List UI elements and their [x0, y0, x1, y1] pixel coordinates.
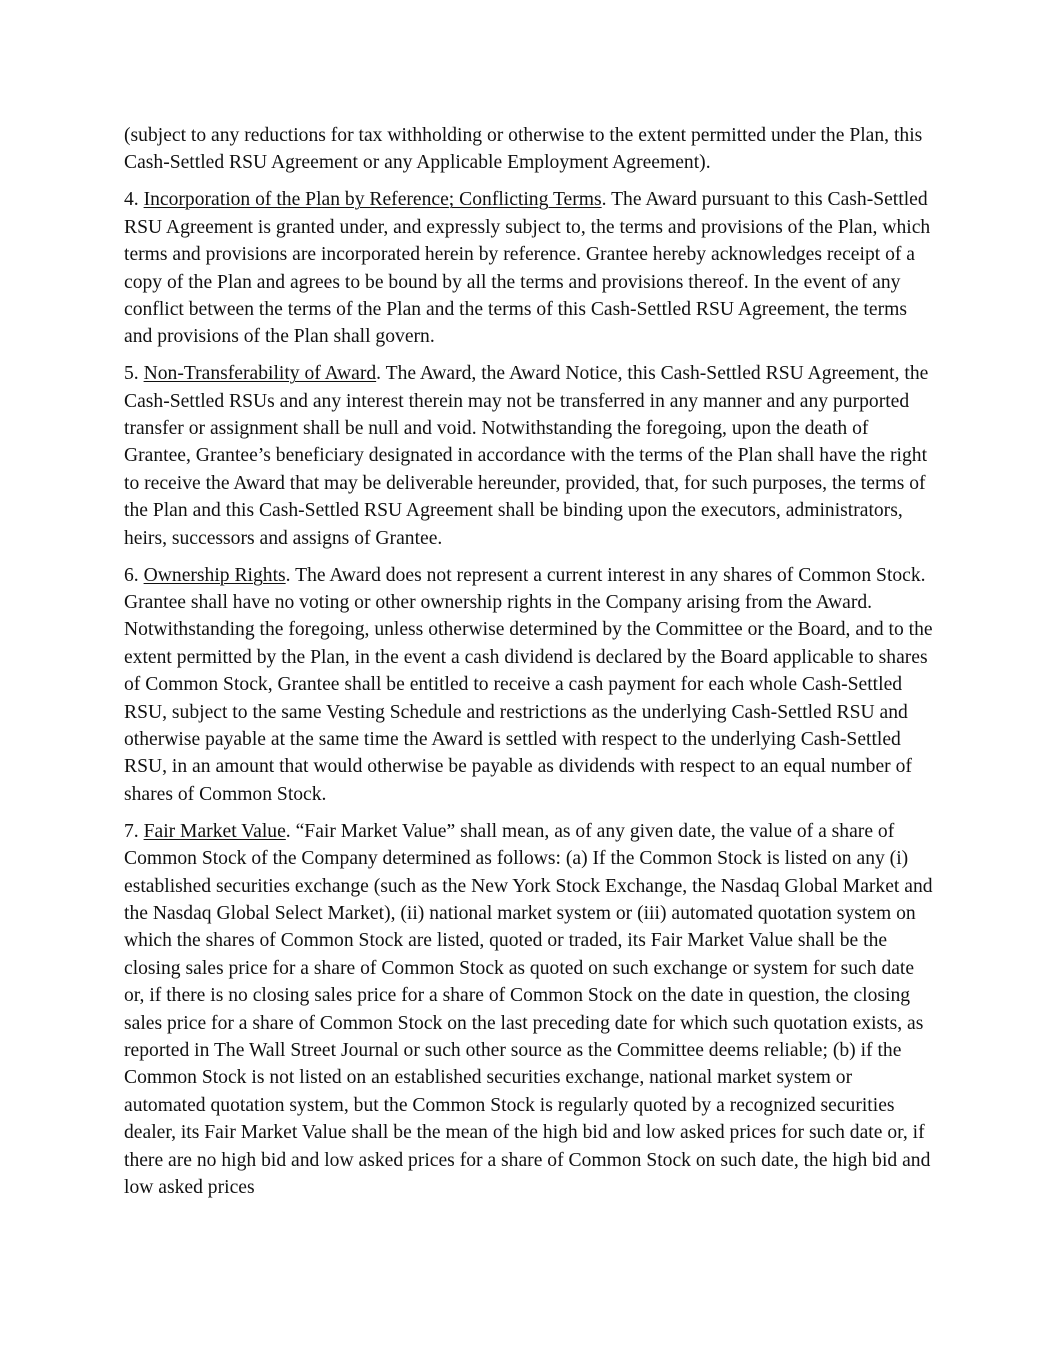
- section-4-heading: Incorporation of the Plan by Reference; Conflicting Terms: [143, 189, 602, 211]
- section-7-paragraph: [124, 818, 934, 1202]
- intro-paragraph: (subject to any reductions for tax withholding or otherwise to the extent permitted under the Plan, this Cash-Settled RSU Agreement or any Applicable Employment Agreement).: [124, 125, 923, 174]
- section-4-number: 4.: [124, 189, 144, 211]
- section-6-number: 6.: [124, 564, 144, 586]
- section-5-heading: Non-Transferability of Award: [143, 363, 377, 385]
- document-page: [124, 122, 934, 1211]
- section-7-number: 7.: [124, 820, 144, 842]
- section-5-body: . The Award, the Award Notice, this Cash-Settled RSU Agreement, the Cash-Settled RSUs and any interest therein may not be transferred in any manner and any purported transfer or assignment shall be null and void. Notwithstanding the foregoing, upon the death of Grantee, Grantee’s beneficiary designated in accordance with the terms of the Plan shall have the right to receive the Award that may be deliverable hereunder, provided, that, for such purposes, the terms of the Plan and this Cash-Settled RSU Agreement shall be binding upon the executors, administrators, heirs, successors and assigns of Grantee.: [124, 363, 929, 549]
- section-6-heading: Ownership Rights: [143, 564, 286, 586]
- section-6-paragraph: [124, 562, 934, 809]
- section-7-body: . “Fair Market Value” shall mean, as of any given date, the value of a share of Common Stock of the Company determined as follows: (a) If the Common Stock is listed on any (i) established securities exchange (such as the New York Stock Exchange, the Nasdaq Global Market and the Nasdaq Global Select Market), (ii) national market system or (iii) automated quotation system on which the shares of Common Stock are listed, quoted or traded, its Fair Market Value shall be the closing sales price for a share of Common Stock as quoted on such exchange or system for such date or, if there is no closing sales price for a share of Common Stock on the date in question, the closing sales price for a share of Common Stock on the last preceding date for which such quotation exists, as reported in The Wall Street Journal or such other source as the Committee deems reliable; (b) if the Common Stock is not listed on an established securities exchange, national market system or automated quotation system, but the Common Stock is regularly quoted by a recognized securities dealer, its Fair Market Value shall be the mean of the high bid and low asked prices for such date or, if there are no high bid and low asked prices for a share of Common Stock on such date, the high bid and low asked prices: [124, 820, 933, 1199]
- section-6-body: . The Award does not represent a current interest in any shares of Common Stock. Grantee shall have no voting or other ownership rights in the Company arising from the Award. Notwithstanding the foregoing, unless otherwise determined by the Committee or the Board, and to the extent permitted by the Plan, in the event a cash dividend is declared by the Board applicable to shares of Common Stock, Grantee shall be entitled to receive a cash payment for each whole Cash-Settled RSU, subject to the same Vesting Schedule and restrictions as the underlying Cash-Settled RSU and otherwise payable at the same time the Award is settled with respect to the underlying Cash-Settled RSU, in an amount that would otherwise be payable as dividends with respect to an equal number of shares of Common Stock.: [124, 564, 933, 805]
- section-5-number: 5.: [124, 363, 144, 385]
- section-5-paragraph: [124, 360, 934, 552]
- section-4-body: . The Award pursuant to this Cash-Settled RSU Agreement is granted under, and expressly subject to, the terms and provisions of the Plan, which terms and provisions are incorporated herein by reference. Grantee hereby acknowledges receipt of a copy of the Plan and agrees to be bound by all the terms and provisions thereof. In the event of any conflict between the terms of the Plan and the terms of this Cash-Settled RSU Agreement, the terms and provisions of the Plan shall govern.: [124, 189, 931, 348]
- section-7-heading: Fair Market Value: [143, 820, 286, 842]
- section-4-paragraph: [124, 186, 934, 350]
